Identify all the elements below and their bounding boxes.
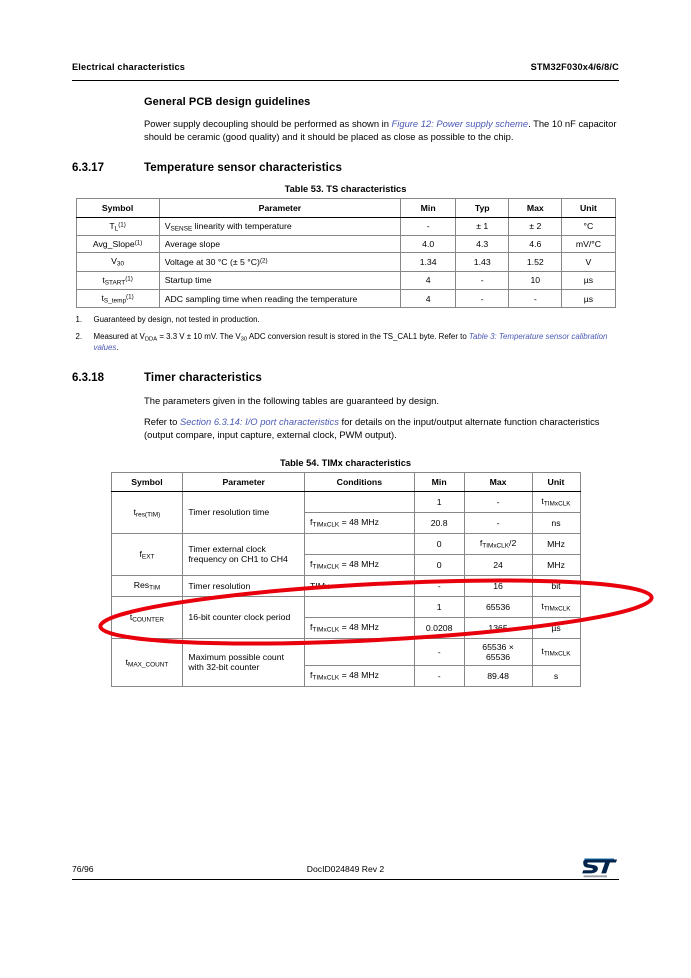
cell-min: 20.8 — [414, 512, 464, 533]
footnote: 2. Measured at $V_{DDA} = 3.3$ V ± 10 mV. The $V_{30}$ ADC conversion result is stored in the TS_CAL1 byte. Refer to Table 3: Temperature sensor calibration values. — [75, 331, 608, 353]
timer-para-2-pre: Refer to — [144, 416, 180, 428]
cell-max: 10 — [509, 271, 562, 289]
cell-conditions — [305, 638, 415, 665]
table-54-caption: Table 54. TIMx characteristics — [279, 457, 412, 468]
table-row — [76, 289, 615, 307]
cell-parameter: 16-bit counter clock period — [183, 596, 305, 638]
cell-max: - — [509, 289, 562, 307]
cell-symbol: $V_{30}$ — [76, 253, 159, 271]
cell-min: 0 — [414, 554, 464, 575]
cell-unit: V — [562, 253, 615, 271]
cell-min: - — [414, 575, 464, 596]
table-54 — [111, 472, 581, 687]
cell-typ: 1.43 — [456, 253, 509, 271]
section-heading-6-3-18 — [72, 372, 619, 384]
cell-unit: MHz — [532, 554, 580, 575]
cell-min: - — [401, 217, 456, 235]
cell-typ: - — [456, 271, 509, 289]
table-53-footnotes — [76, 315, 616, 353]
th54-unit: Unit — [532, 472, 580, 491]
cell-min: 0.0208 — [414, 617, 464, 638]
footnote-number: 1. — [75, 315, 83, 325]
cell-conditions: TIMx — [305, 575, 415, 596]
cell-max: 1.52 — [509, 253, 562, 271]
cell-parameter: Timer external clock frequency on CH1 to CH4 — [183, 533, 305, 575]
cell-parameter: Timer resolution — [183, 575, 305, 596]
cell-symbol: $t_{COUNTER}$ — [111, 596, 183, 638]
cell-conditions — [305, 596, 415, 617]
cell-max: 16 — [464, 575, 532, 596]
cell-unit: mV/°C — [562, 236, 615, 253]
running-header — [72, 62, 619, 72]
pcb-paragraph — [144, 117, 619, 144]
cell-conditions: $f_{TIMxCLK} = 48$ MHz — [305, 665, 415, 686]
section-title: Temperature sensor characteristics — [144, 161, 343, 174]
footnote-number: 2. — [75, 331, 83, 341]
st-logo-icon — [581, 853, 619, 878]
table-53-header-row — [76, 198, 615, 217]
cell-unit: $t_{TIMxCLK}$ — [532, 638, 580, 665]
table-53-block — [76, 184, 616, 354]
cell-typ: ± 1 — [456, 217, 509, 235]
th54-min: Min — [414, 472, 464, 491]
page-footer — [72, 858, 619, 874]
th54-symbol: Symbol — [111, 472, 183, 491]
cell-max: - — [464, 491, 532, 512]
cell-symbol: $t_{START}^{(1)}$ — [76, 271, 159, 289]
table-54-block — [111, 458, 581, 687]
cell-parameter: Average slope — [159, 236, 400, 253]
cell-parameter: Voltage at 30 °C (± 5 °C)$^{(2)}$ — [159, 253, 400, 271]
th-max: Max — [509, 198, 562, 217]
table-row — [76, 253, 615, 271]
table-row — [76, 217, 615, 235]
table-row — [111, 575, 580, 596]
cell-symbol: $t_{res(TIM)}$ — [111, 491, 183, 533]
section-number: 6.3.17 — [72, 161, 104, 174]
cell-max: 65536 × 65536 — [464, 638, 532, 665]
cell-unit: bit — [532, 575, 580, 596]
th-unit: Unit — [562, 198, 615, 217]
th54-max: Max — [464, 472, 532, 491]
pcb-para-a: Power supply decoupling should be performed as shown in — [144, 118, 392, 129]
cell-max: 4.6 — [509, 236, 562, 253]
page-content — [72, 96, 619, 687]
running-header-right: STM32F030x4/6/8/C — [530, 62, 619, 72]
pcb-block — [144, 96, 619, 144]
cell-unit: µs — [562, 271, 615, 289]
table-row — [111, 533, 580, 554]
cell-max: ± 2 — [509, 217, 562, 235]
timer-para-2 — [144, 415, 619, 442]
cell-min: - — [414, 638, 464, 665]
cell-typ: - — [456, 289, 509, 307]
cell-unit: s — [532, 665, 580, 686]
cell-unit: $t_{TIMxCLK}$ — [532, 596, 580, 617]
figure-12-link[interactable]: Figure 12: Power supply scheme — [391, 118, 529, 129]
cell-symbol: $t_{MAX\_COUNT}$ — [111, 638, 183, 686]
section-heading-6-3-17 — [72, 162, 619, 174]
cell-parameter: $V_{SENSE}$ linearity with temperature — [159, 217, 400, 235]
cell-min: 4.0 — [401, 236, 456, 253]
timer-intro — [144, 394, 619, 442]
cell-max: 65536 — [464, 596, 532, 617]
cell-unit: MHz — [532, 533, 580, 554]
cell-typ: 4.3 — [456, 236, 509, 253]
cell-min: 1 — [414, 596, 464, 617]
cell-unit: µs — [532, 617, 580, 638]
table-row — [111, 491, 580, 512]
running-header-left: Electrical characteristics — [72, 62, 186, 72]
cell-conditions: $f_{TIMxCLK} = 48$ MHz — [305, 512, 415, 533]
cell-unit: µs — [562, 289, 615, 307]
cell-min: 1 — [414, 491, 464, 512]
table-54-body — [111, 491, 580, 686]
th-min: Min — [401, 198, 456, 217]
th54-conditions: Conditions — [305, 472, 415, 491]
cell-max: $f_{TIMxCLK}/2$ — [464, 533, 532, 554]
cell-parameter: Maximum possible count with 32-bit counter — [183, 638, 305, 686]
cell-unit: ns — [532, 512, 580, 533]
th54-parameter: Parameter — [183, 472, 305, 491]
cell-max: 89.48 — [464, 665, 532, 686]
table-row — [111, 638, 580, 665]
cell-parameter: ADC sampling time when reading the temperature — [159, 289, 400, 307]
th-symbol: Symbol — [76, 198, 159, 217]
th-parameter: Parameter — [159, 198, 400, 217]
footer-rule — [72, 879, 619, 880]
table-53 — [76, 198, 616, 309]
footnote: 1. Guaranteed by design, not tested in production. — [75, 315, 260, 325]
th-typ: Typ — [456, 198, 509, 217]
cell-symbol: $t_{S\_temp}^{(1)}$ — [76, 289, 159, 307]
table-3-link[interactable]: Table 3: Temperature sensor calibration values — [93, 331, 608, 353]
cell-parameter: Timer resolution time — [183, 491, 305, 533]
page-number: 76/96 — [72, 864, 94, 874]
cell-conditions — [305, 491, 415, 512]
cell-max: - — [464, 512, 532, 533]
cell-symbol: Avg_Slope$^{(1)}$ — [76, 236, 159, 253]
cell-parameter: Startup time — [159, 271, 400, 289]
cell-max: 24 — [464, 554, 532, 575]
table-row — [111, 596, 580, 617]
cell-symbol: Res$_{TIM}$ — [111, 575, 183, 596]
table-row — [76, 271, 615, 289]
section-title-timer: Timer characteristics — [144, 371, 262, 384]
cell-min: - — [414, 665, 464, 686]
cell-min: 0 — [414, 533, 464, 554]
timer-para-2-post: for details on the input/output alternate function characteristics (output compare, input capture, external clock, PWM output). — [144, 416, 600, 441]
cell-max: 1365 — [464, 617, 532, 638]
cell-unit: $t_{TIMxCLK}$ — [532, 491, 580, 512]
cell-symbol: $f_{EXT}$ — [111, 533, 183, 575]
header-rule — [72, 80, 619, 81]
section-6-3-14-link[interactable]: Section 6.3.14: I/O port characteristics — [179, 416, 339, 428]
cell-conditions: $f_{TIMxCLK} = 48$ MHz — [305, 617, 415, 638]
table-row — [76, 236, 615, 253]
cell-min: 4 — [401, 271, 456, 289]
cell-symbol: $T_L^{(1)}$ — [76, 217, 159, 235]
cell-unit: °C — [562, 217, 615, 235]
table-53-caption: Table 53. TS characteristics — [284, 183, 407, 194]
cell-conditions — [305, 533, 415, 554]
pcb-para-b: . The 10 nF capacitor should be ceramic (good quality) and it should be placed as close as possible to the chip. — [144, 118, 617, 143]
section-number-timer: 6.3.18 — [72, 371, 104, 384]
pcb-heading: General PCB design guidelines — [144, 96, 311, 108]
cell-min: 1.34 — [401, 253, 456, 271]
timer-para-1: The parameters given in the following tables are guaranteed by design. — [144, 394, 439, 406]
table-54-header-row — [111, 472, 580, 491]
table-53-body — [76, 217, 615, 308]
document-id: DocID024849 Rev 2 — [306, 864, 385, 874]
cell-conditions: $f_{TIMxCLK} = 48$ MHz — [305, 554, 415, 575]
cell-min: 4 — [401, 289, 456, 307]
